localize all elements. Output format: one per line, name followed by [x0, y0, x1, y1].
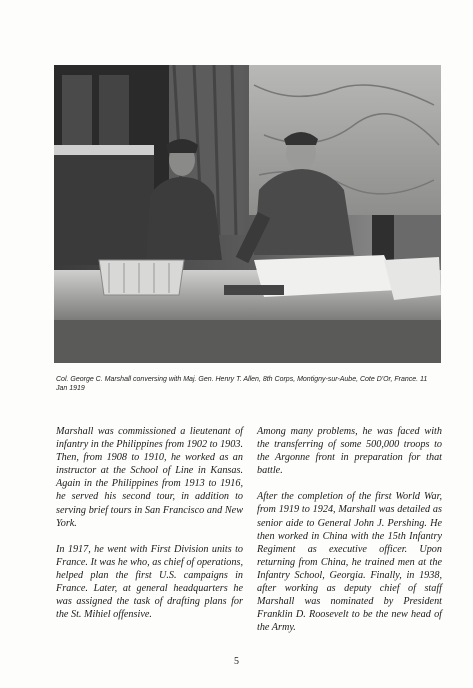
paragraph: In 1917, he went with First Division units to France. It was he who, as chief of operations, helped plan the first U.S. campaigns in France. Later, at general headquarters he was assigned the task of drafting plans for the St. Mihiel offensive. — [56, 543, 243, 621]
historical-photograph — [54, 65, 441, 363]
paragraph: Marshall was commissioned a lieutenant of infantry in the Philippines from 1902 to 1903. Then, from 1908 to 1910, he worked as an instructor at the School of Line in Kansas. Again in the Philippines from 1913 to 1916, he served his second tour, in addition to serving brief tours in San Francisco and New York. — [56, 426, 243, 529]
photo-caption: Col. George C. Marshall conversing with Maj. Gen. Henry T. Allen, 8th Corps, Montigny-sur-Aube, Cote D'Or, France. 11 Jan 1919 — [56, 376, 428, 392]
right-column — [257, 425, 442, 647]
page-number: 5 — [234, 656, 239, 667]
paragraph: After the completion of the first World War, from 1919 to 1924, Marshall was detailed as senior aide to General John J. Pershing. He then worked in China with the 15th Infantry Regiment as executive officer. Upon returning from China, he trained men at the Infantry School, Georgia. Finally, in 1938, after working as deputy chief of staff Marshall was nominated by President Franklin D. Roosevelt to be the new head of the Army. — [257, 491, 442, 634]
photo-illustration — [54, 65, 441, 363]
left-column — [56, 425, 243, 634]
paragraph: Among many problems, he was faced with the transferring of some 500,000 troops to the Argonne front in preparation for that battle. — [257, 426, 442, 477]
